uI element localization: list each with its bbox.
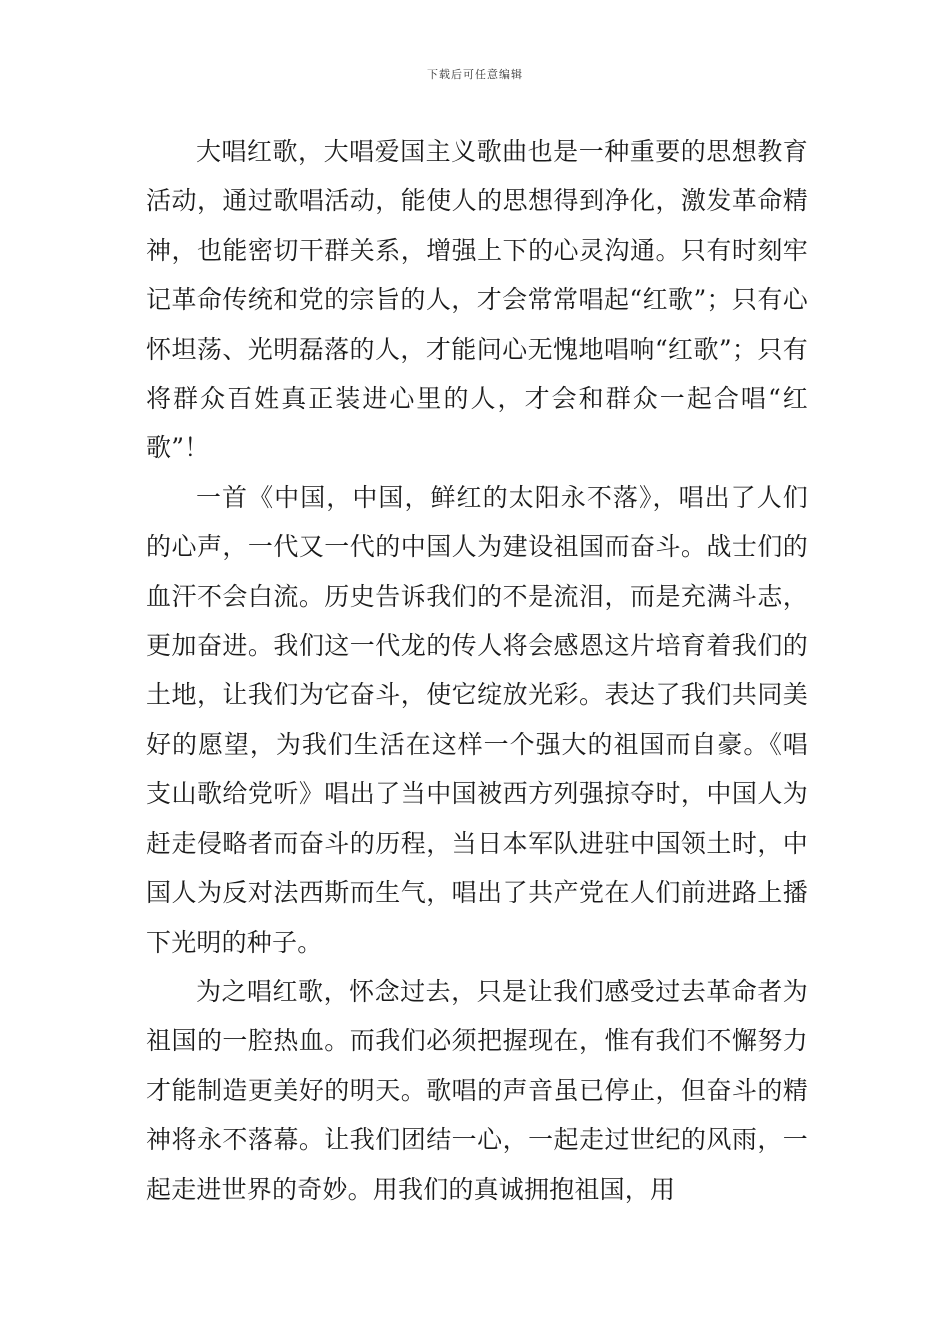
header-note: 下载后可任意编辑 <box>427 68 523 81</box>
paragraph-3: 为之唱红歌，怀念过去，只是让我们感受过去革命者为祖国的一腔热血。而我们必须把握现在，惟有我们不懈努力才能制造更美好的明天。歌唱的声音虽已停止，但奋斗的精神将永不落幕。让我们团结一心，一起走过世纪的风雨，一起走进世界的奇妙。用我们的真诚拥抱祖国，用 <box>146 976 808 1204</box>
paragraph-1: 大唱红歌，大唱爱国主义歌曲也是一种重要的思想教育活动，通过歌唱活动，能使人的思想得到净化，激发革命精神，也能密切干群关系，增强上下的心灵沟通。只有时刻牢记革命传统和党的宗旨的人，才会常常唱起“红歌”；只有心怀坦荡、光明磊落的人，才能问心无愧地唱响“红歌”；只有将群众百姓真正装进心里的人，才会和群众一起合唱“红歌”！ <box>146 137 808 463</box>
paragraph-2: 一首《中国，中国，鲜红的太阳永不落》，唱出了人们的心声，一代又一代的中国人为建设祖国而奋斗。战士们的血汗不会白流。历史告诉我们的不是流泪，而是充满斗志，更加奋进。我们这一代龙的传人将会感恩这片培育着我们的土地，让我们为它奋斗，使它绽放光彩。表达了我们共同美好的愿望，为我们生活在这样一个强大的祖国而自豪。《唱支山歌给党听》唱出了当中国被西方列强掠夺时，中国人为赶走侵略者而奋斗的历程，当日本军队进驻中国领土时，中国人为反对法西斯而生气，唱出了共产党在人们前进路上播下光明的种子。 <box>146 482 808 957</box>
document-body <box>146 127 808 1214</box>
